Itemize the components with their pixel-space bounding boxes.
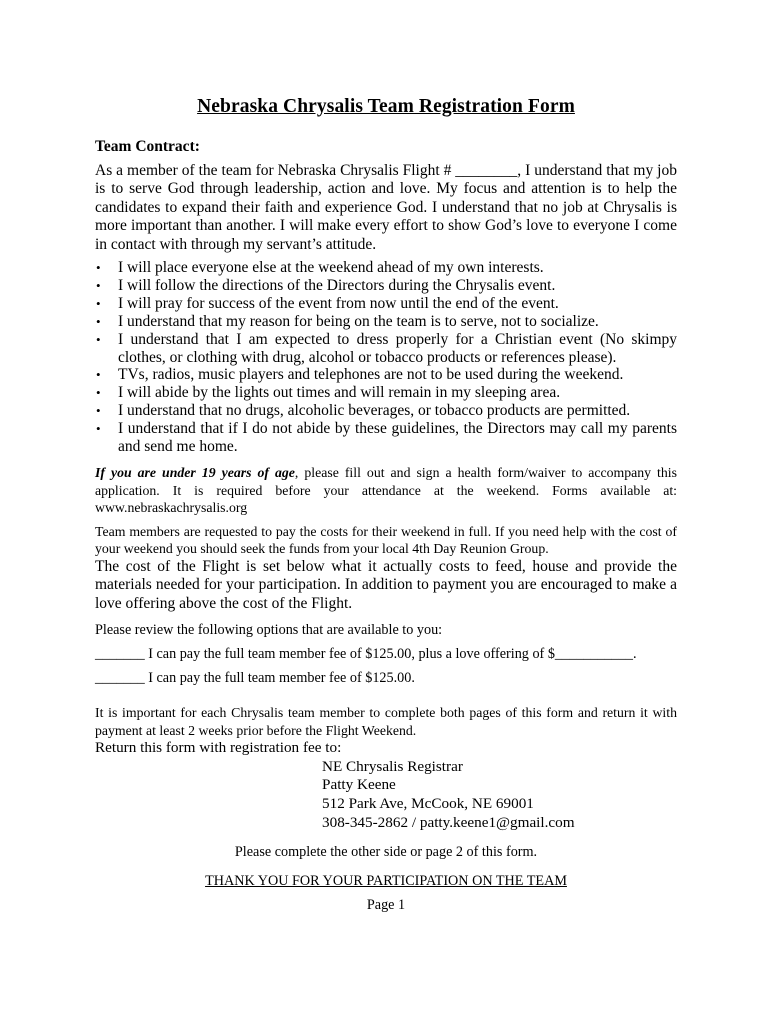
- age-requirement-emphasis: If you are under 19 years of age: [95, 465, 295, 480]
- flight-cost-text: The cost of the Flight is set below what it actually costs to feed, house and provide the materials needed for your participation. In addition to payment you are encouraged to make a love offering above the cost of the Flight.: [95, 557, 677, 612]
- payment-option-fee-only: _______ I can pay the full team member fee of $125.00.: [95, 670, 415, 687]
- registrar-street-address: 512 Park Ave, McCook, NE 69001: [322, 794, 534, 812]
- registrar-address-block: [322, 758, 677, 832]
- other-side-note: Please complete the other side or page 2 of this form.: [234, 844, 538, 861]
- return-form-label: Return this form with registration fee to:: [95, 739, 342, 757]
- contract-bullet-item: • I understand that if I do not abide by these guidelines, the Directors may call my parents and send me home.: [96, 420, 677, 456]
- health-form-notice: If you are under 19 years of age, please fill out and sign a health form/waiver to accompany this application. It is required before your attendance at the weekend. Forms available at: www.nebraskachrysalis.org: [95, 465, 677, 516]
- bullet-icon: •: [96, 260, 101, 276]
- contract-bullet-item: • I will place everyone else at the weekend ahead of my own interests.: [96, 259, 544, 277]
- payment-request-text: Team members are requested to pay the costs for their weekend in full. If you need help with the cost of your weekend you should seek the funds from your local 4th Day Reunion Group.: [95, 523, 677, 557]
- form-page: [95, 96, 677, 914]
- contract-bullet-item: • I understand that my reason for being on the team is to serve, not to socialize.: [96, 312, 599, 330]
- contract-bullet-item: • I understand that no drugs, alcoholic beverages, or tobacco products are permitted.: [96, 402, 631, 420]
- registrar-contact: 308-345-2862 / patty.keene1@gmail.com: [322, 813, 575, 831]
- completion-instructions: It is important for each Chrysalis team member to complete both pages of this form and return it with payment at least 2 weeks prior before the Flight Weekend.: [95, 705, 677, 738]
- page-number: Page 1: [366, 897, 406, 914]
- contract-bullet-item: • TVs, radios, music players and telephones are not to be used during the weekend.: [96, 366, 624, 384]
- registrar-name: Patty Keene: [322, 776, 396, 794]
- bullet-icon: •: [96, 403, 101, 419]
- bullet-icon: •: [96, 367, 101, 383]
- bullet-icon: •: [96, 331, 101, 347]
- bullet-icon: •: [96, 295, 101, 311]
- team-contract-heading: Team Contract:: [95, 138, 200, 155]
- bullet-icon: •: [96, 421, 101, 437]
- payment-option-fee-plus-offering: _______ I can pay the full team member fee of $125.00, plus a love offering of $___________.: [95, 646, 637, 663]
- contract-bullet-list: [95, 259, 677, 456]
- thank-you-line: THANK YOU FOR YOUR PARTICIPATION ON THE TEAM: [205, 873, 567, 890]
- page-title: Nebraska Chrysalis Team Registration Form: [197, 96, 575, 117]
- team-contract-intro: As a member of the team for Nebraska Chrysalis Flight # ________, I understand that my job is to serve God through leadership, action and love. My focus and attention is to help the candidates to expand their faith and experience God. I understand that no job at Chrysalis is more important than another. I will make every effort to show God’s love to everyone I come in contact with through my servant’s attitude.: [95, 162, 677, 253]
- bullet-icon: •: [96, 313, 101, 329]
- registrar-title: NE Chrysalis Registrar: [322, 757, 463, 775]
- contract-bullet-item: • I will pray for success of the event from now until the end of the event.: [96, 294, 559, 312]
- contract-bullet-item: • I understand that I am expected to dress properly for a Christian event (No skimpy clothes, or clothing with drug, alcohol or tobacco products or references please).: [96, 330, 677, 366]
- bullet-icon: •: [96, 385, 101, 401]
- contract-bullet-item: • I will abide by the lights out times and will remain in my sleeping area.: [96, 384, 561, 402]
- contract-bullet-item: • I will follow the directions of the Directors during the Chrysalis event.: [96, 276, 556, 294]
- payment-options-intro: Please review the following options that are available to you:: [95, 622, 443, 639]
- bullet-icon: •: [96, 277, 101, 293]
